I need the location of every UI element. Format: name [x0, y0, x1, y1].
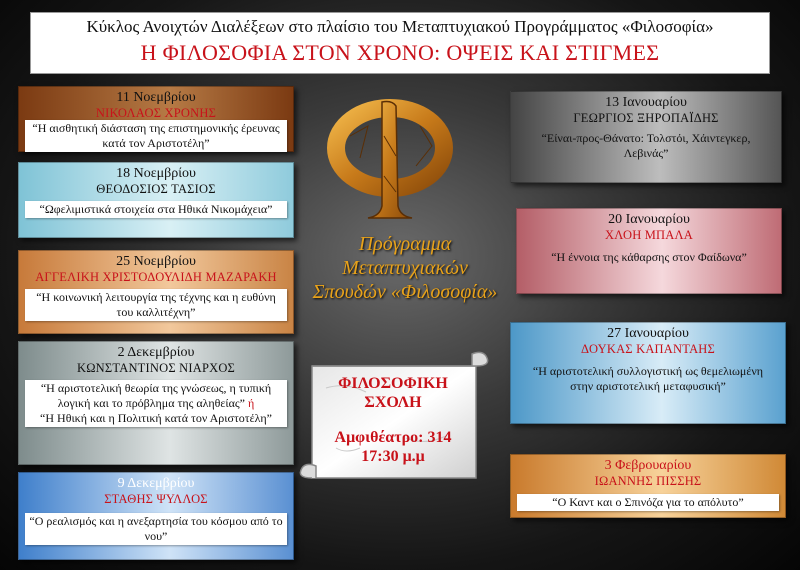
lecture-title: “Είναι-προς-Θάνατο: Τολστόι, Χάιντεγκερ, Λεβινάς”: [541, 131, 751, 160]
lecture-speaker: ΓΕΩΡΓΙΟΣ ΞΗΡΟΠΑΪΔΗΣ: [573, 111, 719, 125]
program-line: Πρόγραμμα: [358, 233, 452, 255]
event-series-subtitle: Κύκλος Ανοιχτών Διαλέξεων στο πλαίσιο του Μεταπτυχιακού Προγράμματος «Φιλοσοφία»: [86, 17, 714, 36]
lecture-title: “Η αριστοτελική συλλογιστική ως θεμελιωμένη στην αριστοτελική μεταφυσική”: [532, 364, 764, 393]
lecture-title: “Ο ρεαλισμός και η ανεξαρτησία του κόσμου από το νου”: [25, 513, 287, 545]
lecture-date: 11 Νοεμβρίου: [116, 90, 196, 105]
lecture-speaker: ΔΟΥΚΑΣ ΚΑΠΑΝΤΑΗΣ: [581, 342, 715, 356]
lecture-date: 3 Φεβρουαρίου: [604, 458, 692, 473]
lecture-speaker: ΑΓΓΕΛΙΚΗ ΧΡΙΣΤΟΔΟΥΛΙΔΗ ΜΑΖΑΡΑΚΗ: [35, 270, 277, 284]
school-name: ΦΙΛΟΣΟΦΙΚΗ: [338, 375, 448, 392]
lecture-title: “Η κοινωνική λειτουργία της τέχνης και η ευθύνη του καλλιτέχνη”: [25, 289, 287, 321]
lecture-card-nov-25: [18, 250, 294, 334]
program-line: Μεταπτυχιακών: [342, 257, 468, 279]
lecture-card-jan-27: [510, 322, 786, 424]
lecture-card-dec-9: [18, 472, 294, 560]
lecture-date: 13 Ιανουαρίου: [605, 95, 687, 110]
lecture-title-option-b: “Η Ηθική και η Πολιτική κατά τον Αριστοτέλη”: [40, 411, 272, 425]
venue-info: [318, 374, 468, 466]
lecture-date: 9 Δεκεμβρίου: [117, 476, 195, 491]
venue-room: Αμφιθέατρο: 314: [334, 429, 452, 446]
lecture-title-options: [25, 380, 287, 427]
lecture-speaker: ΘΕΟΔΟΣΙΟΣ ΤΑΣΙΟΣ: [96, 182, 216, 196]
lecture-speaker: ΝΙΚΟΛΑΟΣ ΧΡΟΝΗΣ: [95, 106, 217, 120]
lecture-card-feb-3: [510, 454, 786, 518]
lecture-card-jan-20: [516, 208, 782, 294]
lecture-title-or: ή: [248, 396, 255, 410]
lecture-title: “Ο Καντ και ο Σπινόζα για το απόλυτο”: [517, 494, 779, 511]
lecture-date: 18 Νοεμβρίου: [116, 166, 196, 181]
lecture-title: “Ωφελιμιστικά στοιχεία στα Ηθικά Νικομάχεια”: [25, 201, 287, 218]
lecture-card-nov-18: [18, 162, 294, 238]
lecture-card-nov-11: [18, 86, 294, 152]
phi-logo-icon: [320, 96, 460, 224]
lecture-card-dec-2: [18, 341, 294, 465]
lecture-date: 25 Νοεμβρίου: [116, 254, 196, 269]
lecture-date: 2 Δεκεμβρίου: [117, 345, 195, 360]
lecture-title: “Η έννοια της κάθαρσης στον Φαίδωνα”: [551, 250, 747, 264]
lecture-date: 20 Ιανουαρίου: [608, 212, 690, 227]
lecture-speaker: ΧΛΟΗ ΜΠΑΛΑ: [604, 228, 694, 242]
school-name: ΣΧΟΛΗ: [364, 394, 422, 411]
lecture-title-option-a: “Η αριστοτελική θεωρία της γνώσεως, η τυπική λογική και το πρόβλημα της αληθείας”: [40, 381, 272, 410]
program-name: [290, 232, 520, 304]
program-line: Σπουδών «Φιλοσοφία»: [312, 281, 498, 303]
lecture-card-jan-13: [510, 91, 782, 183]
lecture-speaker: ΙΩΑΝΝΗΣ ΠΙΣΣΗΣ: [594, 474, 702, 488]
lecture-title: “Η αισθητική διάσταση της επιστημονικής έρευνας κατά τον Αριστοτέλη”: [25, 120, 287, 152]
header-banner: [30, 12, 770, 74]
lecture-date: 27 Ιανουαρίου: [607, 326, 689, 341]
event-series-title: Η ΦΙΛΟΣΟΦΙΑ ΣΤΟΝ ΧΡΟΝΟ: ΟΨΕΙΣ ΚΑΙ ΣΤΙΓΜΕΣ: [140, 40, 660, 65]
lecture-speaker: ΣΤΑΘΗΣ ΨΥΛΛΟΣ: [104, 492, 208, 506]
venue-time: 17:30 μ.μ: [361, 448, 425, 465]
lecture-speaker: ΚΩΝΣΤΑΝΤΙΝΟΣ ΝΙΑΡΧΟΣ: [76, 361, 236, 375]
